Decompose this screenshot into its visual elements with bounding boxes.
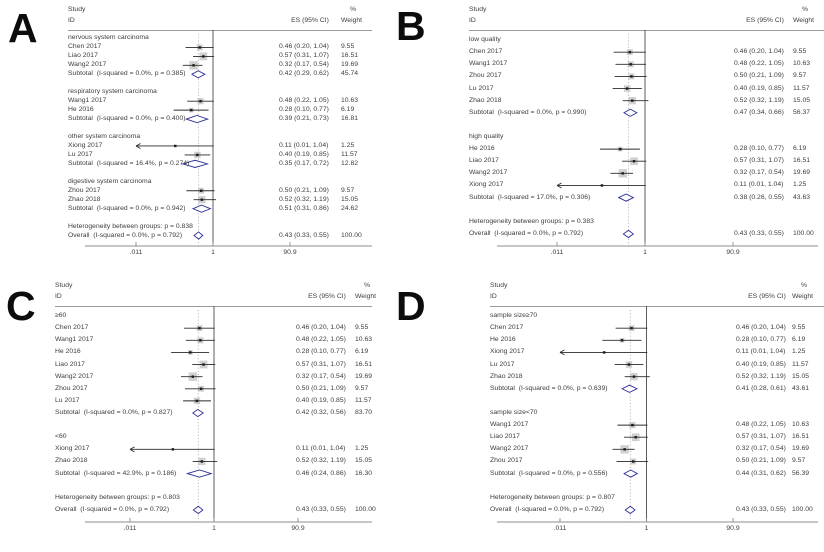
study-name: Chen 2017 — [490, 324, 524, 332]
point-estimate-marker — [201, 460, 203, 462]
study-weight: 15.05 — [793, 96, 811, 104]
overall-diamond — [194, 232, 203, 239]
point-estimate-marker — [200, 388, 202, 390]
x-tick-label: .011 — [553, 525, 567, 532]
study-name: Wang2 2017 — [55, 372, 94, 380]
study-name: Zhao 2018 — [469, 96, 502, 104]
study-es-ci: 0.32 (0.17, 0.54) — [279, 61, 329, 69]
study-name: Xiong 2017 — [55, 445, 90, 453]
subtotal-diamond — [193, 409, 203, 416]
point-estimate-marker — [174, 145, 176, 147]
overall-label: Overall (I-squared = 0.0%, p = 0.792) — [469, 229, 584, 237]
study-es-ci: 0.52 (0.32, 1.19) — [736, 372, 786, 380]
study-weight: 15.05 — [355, 457, 373, 465]
study-es-ci: 0.11 (0.01, 1.04) — [279, 141, 329, 149]
study-es-ci: 0.40 (0.19, 0.85) — [296, 396, 346, 404]
study-es-ci: 0.32 (0.17, 0.54) — [734, 169, 784, 177]
subtotal-weight: 56.37 — [793, 108, 811, 116]
study-weight: 16.51 — [792, 433, 810, 441]
point-estimate-marker — [199, 100, 201, 102]
study-name: He 2016 — [469, 145, 495, 153]
panel-a — [0, 0, 412, 276]
study-es-ci: 0.50 (0.21, 1.09) — [296, 384, 346, 392]
study-es-ci: 0.50 (0.21, 1.09) — [736, 457, 786, 465]
panel-b — [396, 0, 824, 276]
subtotal-weight: 45.74 — [341, 70, 359, 78]
study-weight: 9.57 — [792, 457, 806, 465]
x-tick-label: 1 — [211, 249, 215, 256]
point-estimate-marker — [622, 172, 624, 174]
study-name: Chen 2017 — [55, 324, 89, 332]
study-weight: 6.19 — [793, 145, 807, 153]
study-es-ci: 0.28 (0.10, 0.77) — [279, 106, 329, 114]
subtotal-es-ci: 0.35 (0.17, 0.72) — [279, 159, 329, 167]
column-header-es-ci: ES (95% CI) — [748, 293, 786, 300]
point-estimate-marker — [199, 46, 201, 48]
heterogeneity-note: Heterogeneity between groups: p = 0.803 — [55, 493, 180, 501]
subtotal-label: Subtotal (I-squared = 0.0%, p = 0.990) — [469, 108, 587, 116]
point-estimate-marker — [190, 109, 192, 111]
overall-es-ci: 0.43 (0.33, 0.55) — [734, 229, 784, 237]
panel-c — [0, 276, 412, 552]
group-label: digestive system carcinoma — [68, 177, 152, 185]
study-weight: 9.55 — [341, 43, 355, 51]
study-weight: 6.19 — [792, 336, 806, 344]
point-estimate-marker — [196, 400, 198, 402]
point-estimate-marker — [199, 339, 201, 341]
study-es-ci: 0.50 (0.21, 1.09) — [734, 72, 784, 80]
study-es-ci: 0.48 (0.22, 1.05) — [734, 60, 784, 68]
study-name: Wang2 2017 — [490, 445, 529, 453]
study-weight: 11.57 — [793, 84, 810, 92]
study-name: Liao 2017 — [469, 157, 499, 165]
study-weight: 11.57 — [355, 396, 372, 404]
column-header-weight: Weight — [341, 17, 363, 24]
subtotal-weight: 16.30 — [355, 469, 373, 477]
study-es-ci: 0.40 (0.19, 0.85) — [279, 150, 329, 158]
column-header-id: ID — [469, 17, 476, 24]
study-weight: 10.63 — [793, 60, 811, 68]
group-label: low quality — [469, 36, 501, 44]
study-name: Zhao 2018 — [68, 195, 101, 203]
subtotal-es-ci: 0.42 (0.32, 0.56) — [296, 409, 346, 416]
overall-weight: 100.00 — [341, 231, 362, 239]
study-es-ci: 0.57 (0.31, 1.07) — [734, 157, 784, 165]
x-tick-label: 1 — [643, 249, 647, 256]
column-header-id: ID — [55, 293, 62, 300]
study-name: He 2016 — [490, 336, 516, 344]
study-weight: 9.55 — [355, 324, 369, 332]
subtotal-diamond — [624, 470, 637, 477]
study-es-ci: 0.11 (0.01, 1.04) — [734, 181, 784, 189]
point-estimate-marker — [623, 448, 625, 450]
point-estimate-marker — [192, 64, 194, 66]
heterogeneity-note: Heterogeneity between groups: p = 0.383 — [469, 217, 594, 225]
study-weight: 6.19 — [355, 348, 369, 356]
point-estimate-marker — [629, 51, 631, 53]
study-es-ci: 0.28 (0.10, 0.77) — [736, 336, 786, 344]
x-tick-label: 1 — [644, 525, 649, 532]
study-es-ci: 0.32 (0.17, 0.54) — [296, 372, 346, 380]
study-weight: 9.55 — [793, 48, 807, 56]
study-es-ci: 0.50 (0.21, 1.09) — [279, 186, 329, 194]
subtotal-es-ci: 0.46 (0.24, 0.86) — [296, 469, 346, 477]
group-label: high quality — [469, 133, 504, 140]
x-tick-label: 1 — [212, 525, 216, 532]
column-header-id: ID — [68, 17, 75, 24]
point-estimate-marker — [629, 63, 631, 65]
study-name: Lu 2017 — [490, 360, 515, 368]
overall-label: Overall (I-squared = 0.0%, p = 0.792) — [490, 505, 605, 513]
overall-diamond — [193, 506, 203, 513]
subtotal-diamond — [619, 194, 634, 201]
study-es-ci: 0.11 (0.01, 1.04) — [736, 348, 786, 356]
column-header-es-ci: ES (95% CI) — [746, 17, 784, 24]
study-es-ci: 0.28 (0.10, 0.77) — [734, 145, 784, 153]
point-estimate-marker — [632, 460, 634, 462]
panel-label-d: D — [396, 283, 425, 329]
study-es-ci: 0.46 (0.20, 1.04) — [734, 48, 784, 56]
group-label: nervous system carcinoma — [68, 34, 149, 42]
point-estimate-marker — [633, 160, 635, 162]
subtotal-label: Subtotal (I-squared = 0.0%, p = 0.400) — [68, 115, 186, 123]
subtotal-weight: 43.63 — [793, 193, 811, 201]
panel-label-a: A — [8, 5, 37, 51]
panel-label-c: C — [6, 283, 35, 329]
subtotal-weight: 24.62 — [341, 204, 359, 212]
study-name: Chen 2017 — [469, 48, 503, 56]
study-weight: 1.25 — [341, 141, 355, 149]
heterogeneity-note: Heterogeneity between groups: p = 0.807 — [490, 493, 615, 501]
column-header-study: Study — [490, 282, 508, 289]
column-header-id: ID — [490, 293, 497, 300]
group-label: <60 — [55, 433, 67, 441]
overall-label: Overall (I-squared = 0.0%, p = 0.792) — [55, 505, 170, 513]
study-name: He 2016 — [68, 106, 94, 114]
study-weight: 15.05 — [792, 372, 810, 380]
study-es-ci: 0.57 (0.31, 1.07) — [736, 433, 786, 441]
overall-es-ci: 0.43 (0.33, 0.55) — [279, 231, 329, 239]
study-weight: 19.69 — [792, 445, 810, 453]
study-es-ci: 0.40 (0.19, 0.85) — [736, 360, 786, 368]
study-es-ci: 0.48 (0.22, 1.05) — [279, 97, 329, 105]
heterogeneity-note: Heterogeneity between groups: p = 0.838 — [68, 222, 193, 230]
x-tick-label: 90.9 — [291, 525, 305, 532]
study-name: Wang2 2017 — [469, 169, 508, 177]
study-es-ci: 0.57 (0.31, 1.07) — [279, 52, 329, 60]
x-tick-label: .011 — [123, 525, 137, 532]
subtotal-label: Subtotal (I-squared = 16.4%, p = 0.274) — [68, 159, 190, 167]
study-weight: 9.57 — [793, 72, 807, 80]
study-weight: 19.69 — [793, 169, 811, 177]
study-weight: 10.63 — [341, 97, 359, 105]
study-name: Lu 2017 — [68, 150, 93, 158]
subtotal-diamond — [186, 115, 207, 122]
subtotal-weight: 83.70 — [355, 409, 373, 416]
study-weight: 1.25 — [792, 348, 806, 356]
column-header-study: Study — [55, 282, 73, 289]
study-weight: 1.25 — [793, 181, 807, 189]
panel-label-b: B — [396, 3, 425, 49]
study-es-ci: 0.40 (0.19, 0.85) — [734, 84, 784, 92]
point-estimate-marker — [603, 351, 605, 353]
subtotal-es-ci: 0.42 (0.29, 0.62) — [279, 70, 329, 78]
point-estimate-marker — [201, 198, 203, 200]
study-name: Liao 2017 — [55, 360, 85, 368]
overall-es-ci: 0.43 (0.33, 0.55) — [736, 505, 786, 513]
column-header-weight: Weight — [355, 293, 377, 300]
overall-label: Overall (I-squared = 0.0%, p = 0.792) — [68, 231, 183, 239]
point-estimate-marker — [635, 436, 637, 438]
group-label: sample size≥70 — [490, 312, 538, 320]
point-estimate-marker — [196, 154, 198, 156]
study-es-ci: 0.46 (0.20, 1.04) — [279, 43, 329, 51]
study-weight: 19.69 — [341, 61, 359, 69]
study-name: Chen 2017 — [68, 43, 102, 51]
study-name: Wang1 2017 — [68, 97, 107, 105]
point-estimate-marker — [601, 184, 603, 186]
column-header-weight: Weight — [792, 293, 814, 300]
x-tick-label: .011 — [129, 249, 143, 256]
group-label: sample size<70 — [490, 409, 538, 416]
study-weight: 9.57 — [341, 186, 355, 194]
column-header-weight: Weight — [793, 17, 815, 24]
x-tick-label: .011 — [550, 249, 564, 256]
column-header-percent: % — [802, 6, 809, 13]
study-weight: 10.63 — [792, 421, 810, 429]
study-weight: 1.25 — [355, 445, 369, 453]
study-name: He 2016 — [55, 348, 81, 356]
point-estimate-marker — [202, 363, 204, 365]
overall-diamond — [623, 230, 633, 237]
study-weight: 15.05 — [341, 195, 359, 203]
point-estimate-marker — [631, 99, 633, 101]
x-tick-label: 90.9 — [283, 249, 297, 256]
study-name: Lu 2017 — [55, 396, 80, 404]
subtotal-label: Subtotal (I-squared = 0.0%, p = 0.385) — [68, 70, 186, 78]
study-es-ci: 0.52 (0.32, 1.19) — [279, 195, 329, 203]
column-header-percent: % — [350, 6, 357, 13]
subtotal-diamond — [622, 385, 637, 392]
subtotal-weight: 56.39 — [792, 469, 810, 477]
x-tick-label: 90.9 — [726, 249, 740, 256]
study-es-ci: 0.48 (0.22, 1.05) — [296, 336, 346, 344]
subtotal-es-ci: 0.38 (0.26, 0.55) — [734, 193, 784, 201]
subtotal-label: Subtotal (I-squared = 17.0%, p = 0.306) — [469, 193, 591, 201]
subtotal-es-ci: 0.47 (0.34, 0.66) — [734, 108, 784, 116]
point-estimate-marker — [192, 375, 194, 377]
study-name: Xiong 2017 — [469, 181, 504, 189]
overall-weight: 100.00 — [792, 505, 813, 513]
study-es-ci: 0.57 (0.31, 1.07) — [296, 360, 346, 368]
study-name: Zhou 2017 — [68, 186, 101, 194]
point-estimate-marker — [630, 327, 632, 329]
subtotal-label: Subtotal (I-squared = 42.9%, p = 0.186) — [55, 469, 177, 477]
study-es-ci: 0.52 (0.32, 1.19) — [296, 457, 346, 465]
column-header-es-ci: ES (95% CI) — [308, 293, 346, 300]
study-name: Zhou 2017 — [55, 384, 88, 392]
subtotal-diamond — [187, 470, 211, 477]
study-name: Liao 2017 — [490, 433, 520, 441]
point-estimate-marker — [628, 363, 630, 365]
study-es-ci: 0.28 (0.10, 0.77) — [296, 348, 346, 356]
study-name: Zhou 2017 — [490, 457, 523, 465]
study-es-ci: 0.11 (0.01, 1.04) — [296, 445, 346, 453]
study-name: Zhao 2018 — [490, 372, 523, 380]
study-weight: 9.55 — [792, 324, 806, 332]
subtotal-label: Subtotal (I-squared = 0.0%, p = 0.639) — [490, 384, 608, 392]
subtotal-diamond — [192, 71, 205, 78]
study-name: Xiong 2017 — [68, 141, 103, 149]
column-header-es-ci: ES (95% CI) — [291, 17, 329, 24]
study-name: Wang1 2017 — [469, 60, 508, 68]
subtotal-label: Subtotal (I-squared = 0.0%, p = 0.942) — [68, 204, 186, 212]
study-weight: 16.51 — [355, 360, 373, 368]
study-es-ci: 0.48 (0.22, 1.05) — [736, 421, 786, 429]
point-estimate-marker — [200, 190, 202, 192]
group-label: other system carcinoma — [68, 133, 141, 140]
subtotal-weight: 12.82 — [341, 159, 359, 167]
study-weight: 11.57 — [792, 360, 809, 368]
subtotal-weight: 16.81 — [341, 115, 359, 123]
group-label: respiratory system carcinoma — [68, 88, 157, 96]
point-estimate-marker — [631, 424, 633, 426]
study-name: Xiong 2017 — [490, 348, 525, 356]
x-tick-label: 90.9 — [726, 525, 740, 532]
column-header-study: Study — [68, 6, 86, 13]
point-estimate-marker — [189, 351, 191, 353]
point-estimate-marker — [621, 339, 623, 341]
study-name: Wang1 2017 — [490, 421, 529, 429]
study-name: Wang2 2017 — [68, 61, 107, 69]
study-weight: 11.57 — [341, 150, 358, 158]
subtotal-diamond — [193, 205, 210, 212]
overall-weight: 100.00 — [355, 505, 376, 513]
study-name: Liao 2017 — [68, 52, 98, 60]
study-weight: 10.63 — [355, 336, 373, 344]
study-es-ci: 0.52 (0.32, 1.19) — [734, 96, 784, 104]
point-estimate-marker — [626, 87, 628, 89]
point-estimate-marker — [633, 375, 635, 377]
column-header-study: Study — [469, 6, 487, 13]
column-header-percent: % — [801, 282, 808, 289]
study-es-ci: 0.32 (0.17, 0.54) — [736, 445, 786, 453]
point-estimate-marker — [198, 327, 200, 329]
study-weight: 9.57 — [355, 384, 369, 392]
study-weight: 16.51 — [341, 52, 359, 60]
study-name: Lu 2017 — [469, 84, 494, 92]
subtotal-es-ci: 0.44 (0.31, 0.62) — [736, 469, 786, 477]
group-label: ≥60 — [55, 312, 67, 320]
point-estimate-marker — [619, 148, 621, 150]
column-header-percent: % — [364, 282, 371, 289]
subtotal-label: Subtotal (I-squared = 0.0%, p = 0.827) — [55, 409, 173, 416]
subtotal-label: Subtotal (I-squared = 0.0%, p = 0.556) — [490, 469, 608, 477]
point-estimate-marker — [202, 55, 204, 57]
study-name: Zhao 2018 — [55, 457, 88, 465]
study-es-ci: 0.46 (0.20, 1.04) — [296, 324, 346, 332]
panel-d — [396, 276, 824, 552]
point-estimate-marker — [172, 448, 174, 450]
study-name: Zhou 2017 — [469, 72, 502, 80]
study-weight: 16.51 — [793, 157, 811, 165]
study-name: Wang1 2017 — [55, 336, 94, 344]
subtotal-diamond — [624, 109, 637, 116]
study-weight: 6.19 — [341, 106, 355, 114]
subtotal-es-ci: 0.39 (0.21, 0.73) — [279, 115, 329, 123]
overall-diamond — [625, 506, 635, 513]
overall-es-ci: 0.43 (0.33, 0.55) — [296, 505, 346, 513]
study-es-ci: 0.46 (0.20, 1.04) — [736, 324, 786, 332]
overall-weight: 100.00 — [793, 229, 814, 237]
study-weight: 19.69 — [355, 372, 373, 380]
point-estimate-marker — [630, 75, 632, 77]
subtotal-es-ci: 0.51 (0.31, 0.86) — [279, 204, 329, 212]
subtotal-weight: 43.61 — [792, 384, 810, 392]
subtotal-es-ci: 0.41 (0.28, 0.61) — [736, 384, 786, 392]
